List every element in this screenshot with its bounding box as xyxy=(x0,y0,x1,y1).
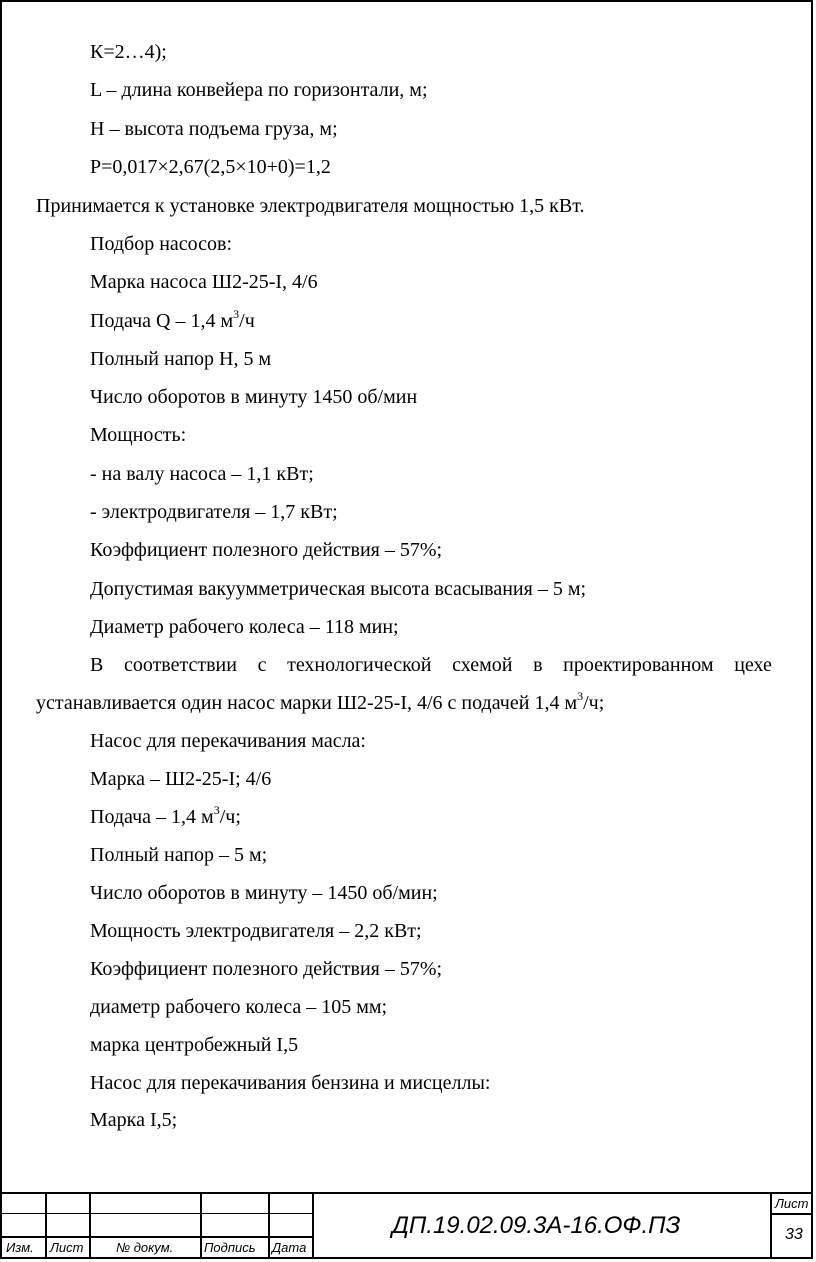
text-line: Коэффициент полезного действия – 57%; xyxy=(90,958,443,980)
stamp-col-divider xyxy=(312,1192,314,1259)
text-line: Допустимая вакуумметрическая высота всасывания – 5 м; xyxy=(90,578,587,600)
text-segment: /ч; xyxy=(583,692,605,714)
text-line: Коэффициент полезного действия – 57%; xyxy=(90,539,443,561)
stamp-col-divider xyxy=(89,1192,91,1259)
text-line: Подбор насосов: xyxy=(90,233,233,255)
text-segment: /ч xyxy=(239,310,255,332)
text-line: Марка I,5; xyxy=(90,1109,178,1131)
text-line: Марка насоса Ш2-25-I, 4/6 xyxy=(90,271,318,293)
text-line: P=0,017×2,67(2,5×10+0)=1,2 xyxy=(90,156,331,178)
text-line: Полный напор Н, 5 м xyxy=(90,348,272,370)
text-line: Число оборотов в минуту – 1450 об/мин; xyxy=(90,882,438,904)
word: схемой xyxy=(452,654,513,676)
word: цехе xyxy=(734,654,772,676)
text-line: Принимается к установке электродвигателя мощностью 1,5 кВт. xyxy=(36,195,585,217)
text-line xyxy=(36,691,604,715)
text-line: диаметр рабочего колеса – 105 мм; xyxy=(90,996,388,1018)
document-code: ДП.19.02.09.3А-16.ОФ.ПЗ xyxy=(392,1212,681,1239)
stamp-data-label: Дата xyxy=(272,1240,307,1255)
stamp-podpis-label: Подпись xyxy=(204,1240,256,1255)
superscript: 3 xyxy=(213,803,220,818)
word: технологической xyxy=(287,654,432,676)
stamp-col-divider xyxy=(200,1192,202,1259)
text-line: - электродвигателя – 1,7 кВт; xyxy=(90,501,338,523)
stamp-top-border xyxy=(0,1192,813,1194)
text-line: L – длина конвейера по горизонтали, м; xyxy=(90,79,428,101)
stamp-izm-label: Изм. xyxy=(6,1240,34,1255)
text-segment: Подача Q – 1,4 м xyxy=(90,310,234,332)
text-line: - на валу насоса – 1,1 кВт; xyxy=(90,463,314,485)
text-line xyxy=(90,805,241,829)
stamp-sheet-divider xyxy=(770,1213,813,1215)
text-segment: /ч; xyxy=(219,806,241,828)
text-line: К=2…4); xyxy=(90,41,167,63)
title-block xyxy=(0,1192,813,1259)
text-line: Мощность электродвигателя – 2,2 кВт; xyxy=(90,920,422,942)
stamp-col-divider xyxy=(268,1192,270,1259)
text-segment: Подача – 1,4 м xyxy=(90,806,214,828)
superscript: 3 xyxy=(233,307,240,322)
stamp-list-label: Лист xyxy=(50,1240,84,1255)
text-line-justified xyxy=(90,653,772,677)
word: соответствии xyxy=(123,654,237,676)
text-line: Насос для перекачивания масла: xyxy=(90,730,366,752)
text-segment: устанавливается один насос марки Ш2-25-I, 4/6 с подачей 1,4 м xyxy=(36,692,578,714)
text-line xyxy=(90,309,255,333)
text-line: Число оборотов в минуту 1450 об/мин xyxy=(90,386,418,408)
text-line: марка центробежный I,5 xyxy=(90,1034,299,1056)
word: проектированном xyxy=(563,654,714,676)
text-line: H – высота подъема груза, м; xyxy=(90,118,338,140)
word: в xyxy=(533,654,543,676)
text-line: Полный напор – 5 м; xyxy=(90,844,268,866)
stamp-dokum-label: № докум. xyxy=(116,1240,174,1255)
stamp-col-divider xyxy=(45,1192,47,1259)
text-line: Насос для перекачивания бензина и мисцеллы: xyxy=(90,1072,491,1094)
sheet-label: Лист xyxy=(775,1196,809,1211)
text-line: Диаметр рабочего колеса – 118 мин; xyxy=(90,616,399,638)
text-line: Мощность: xyxy=(90,424,187,446)
sheet-number: 33 xyxy=(785,1226,803,1243)
text-line: Марка – Ш2-25-I; 4/6 xyxy=(90,768,272,790)
word: с xyxy=(257,654,267,676)
superscript: 3 xyxy=(577,689,584,704)
stamp-col-divider xyxy=(770,1192,772,1259)
word: В xyxy=(90,654,104,676)
